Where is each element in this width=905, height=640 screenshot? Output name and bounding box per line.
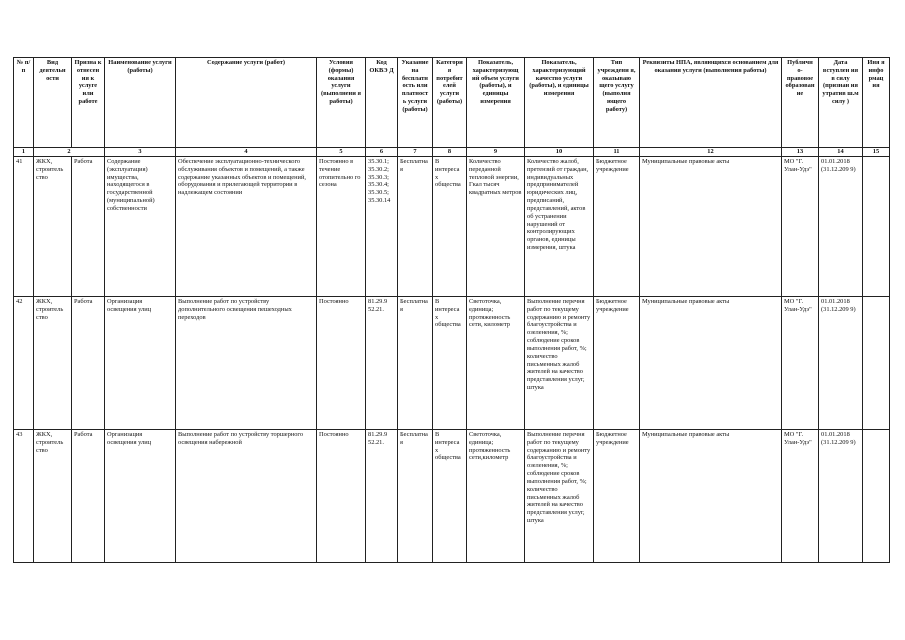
- header-activity-type: Вид деятельн ости: [34, 58, 72, 148]
- column-number: 9: [467, 148, 525, 157]
- payment-type: Бесплатна я: [398, 157, 433, 297]
- column-number: 2: [34, 148, 105, 157]
- effective-date: 01.01.2018 (31.12.209 9): [819, 157, 863, 297]
- column-number: 4: [176, 148, 317, 157]
- column-number: 15: [863, 148, 890, 157]
- public-entity: МО "Г. Улан-Удэ": [782, 157, 819, 297]
- column-number: 3: [105, 148, 176, 157]
- public-entity: МО "Г. Улан-Удэ": [782, 297, 819, 430]
- header-other-info: Иня я инфо рмац ия: [863, 58, 890, 148]
- column-number: 10: [525, 148, 594, 157]
- payment-type: Бесплатна я: [398, 430, 433, 563]
- effective-date: 01.01.2018 (31.12.209 9): [819, 430, 863, 563]
- consumer-category: В интереса х общества: [433, 297, 467, 430]
- header-institution-type: Тип учреждени я, оказываю щего услугу (выполня ющего работу): [594, 58, 640, 148]
- header-public-entity: Публичн о- правовое образован ие: [782, 58, 819, 148]
- header-quality-indicator: Показатель, характеризующий качество услуги (работы), и единицы измерения: [525, 58, 594, 148]
- header-service-name: Наименование услуги (работы): [105, 58, 176, 148]
- volume-indicator: Количество переданной тепловой энергии, Гкал тысяч квадратных метров: [467, 157, 525, 297]
- header-consumer-category: Категори я потребит елей услуги (работы): [433, 58, 467, 148]
- institution-type: Бюджетное учреждение: [594, 157, 640, 297]
- other-info: [863, 297, 890, 430]
- npa-requisites: Муниципальные правовые акты: [640, 297, 782, 430]
- okved-code: [366, 297, 398, 430]
- service-conditions: Постоянно: [317, 297, 366, 430]
- column-number: 8: [433, 148, 467, 157]
- row-number: 43: [14, 430, 34, 563]
- table-row: [14, 157, 890, 297]
- column-number: 1: [14, 148, 34, 157]
- header-payment: Указание на бесплатн ость или платност ь услуги (работы): [398, 58, 433, 148]
- effective-date: 01.01.2018 (31.12.209 9): [819, 297, 863, 430]
- public-entity: МО "Г. Улан-Удэ": [782, 430, 819, 563]
- row-number: 42: [14, 297, 34, 430]
- institution-type: Бюджетное учреждение: [594, 430, 640, 563]
- header-npa-requisites: Реквизиты НПА, являющихся основанием для оказания услуги (выполнения работы): [640, 58, 782, 148]
- header-row-number: № п/п: [14, 58, 34, 148]
- activity-type: ЖКХ, строитель ство: [34, 157, 72, 297]
- table-row: [14, 297, 890, 430]
- okved-code-line: 35.30.4;: [368, 181, 389, 189]
- column-number: 7: [398, 148, 433, 157]
- okved-code-line: 52.21.: [368, 305, 384, 313]
- other-info: [863, 430, 890, 563]
- institution-type: Бюджетное учреждение: [594, 297, 640, 430]
- header-okved-code: Код ОКВЭ Д: [366, 58, 398, 148]
- okved-code-line: 81.29.9: [368, 431, 388, 438]
- table-row: [14, 430, 890, 563]
- okved-code-line: 52.21.: [368, 438, 384, 446]
- header-service-content: Содержание услуги (работ): [176, 58, 317, 148]
- column-number: 11: [594, 148, 640, 157]
- column-number: 12: [640, 148, 782, 157]
- column-number-row: [14, 148, 890, 157]
- okved-code-line: 81.29.9: [368, 298, 388, 305]
- row-number: 41: [14, 157, 34, 297]
- service-name: Организация освещения улиц: [105, 297, 176, 430]
- service-name: Содержание (эксплуатация) имущества, находящегося в государственной (муниципальной) собственности: [105, 157, 176, 297]
- column-number: 6: [366, 148, 398, 157]
- service-conditions: Постоянно: [317, 430, 366, 563]
- npa-requisites: Муниципальные правовые акты: [640, 157, 782, 297]
- okved-code-line: 35.30.2;: [368, 165, 389, 173]
- quality-indicator: Выполнение перечня работ по текущему содержанию и ремонту благоустройства и озеленения, %; соблюдение сроков выполнения работ, %; количество письменных жалоб жителей на качество представления услуг, штука: [525, 297, 594, 430]
- service-sign: Работа: [72, 157, 105, 297]
- npa-requisites: Муниципальные правовые акты: [640, 430, 782, 563]
- service-conditions: Постоянно в течение отопительно го сезона: [317, 157, 366, 297]
- volume-indicator: Светоточка, единица; протяженность сети, километр: [467, 297, 525, 430]
- header-conditions: Условия (формы) оказания услуги (выполнени я работы): [317, 58, 366, 148]
- service-content: Выполнение работ по устройству дополнительного освещения пешеходных переходов: [176, 297, 317, 430]
- payment-type: Бесплатна я: [398, 297, 433, 430]
- okved-code-line: 35.30.3;: [368, 173, 389, 181]
- okved-code-line: 35.30.14: [368, 197, 391, 205]
- service-content: Обеспечение эксплуатационно-технического обслуживания объектов и помещений, а также содержание указанных объектов и помещений, оборудования и прилегающей территории в надлежащем состоянии: [176, 157, 317, 297]
- service-content: Выполнение работ по устройству торшерного освещения набережной: [176, 430, 317, 563]
- column-number: 14: [819, 148, 863, 157]
- header-volume-indicator: Показатель, характеризующ ий объем услуги (работы), и единицы измерения: [467, 58, 525, 148]
- header-row: [14, 58, 890, 148]
- activity-type: ЖКХ, строитель ство: [34, 297, 72, 430]
- okved-code-line: 35.30.1;: [368, 158, 389, 165]
- consumer-category: В интереса х общества: [433, 430, 467, 563]
- service-name: Организация освещения улиц: [105, 430, 176, 563]
- okved-code-line: 35.30.5;: [368, 189, 389, 197]
- okved-code: [366, 157, 398, 297]
- volume-indicator: Светоточка, единица; протяженность сети,километр: [467, 430, 525, 563]
- service-sign: Работа: [72, 297, 105, 430]
- quality-indicator: Количество жалоб, претензий от граждан, индивидуальных предпринимателей юридических лиц, предписаний, представлений, актов об устранении нарушений от контролирующих органов, единицы измерения, штука: [525, 157, 594, 297]
- column-number: 13: [782, 148, 819, 157]
- other-info: [863, 157, 890, 297]
- header-effective-date: Дата вступлен ия в силу (признан ия утратив ш.м силу ): [819, 58, 863, 148]
- column-number: 5: [317, 148, 366, 157]
- service-sign: Работа: [72, 430, 105, 563]
- okved-code: [366, 430, 398, 563]
- activity-type: ЖКХ, строитель ство: [34, 430, 72, 563]
- quality-indicator: Выполнение перечня работ по текущему содержанию и ремонту благоустройства и озеленения, %; соблюдение сроков выполнения работ, %; количество письменных жалоб жителей на качество представления услуг, штука: [525, 430, 594, 563]
- services-register-table: [13, 57, 890, 563]
- consumer-category: В интереса х общества: [433, 157, 467, 297]
- header-service-sign: Призна к отнесен ия к услуге или работе: [72, 58, 105, 148]
